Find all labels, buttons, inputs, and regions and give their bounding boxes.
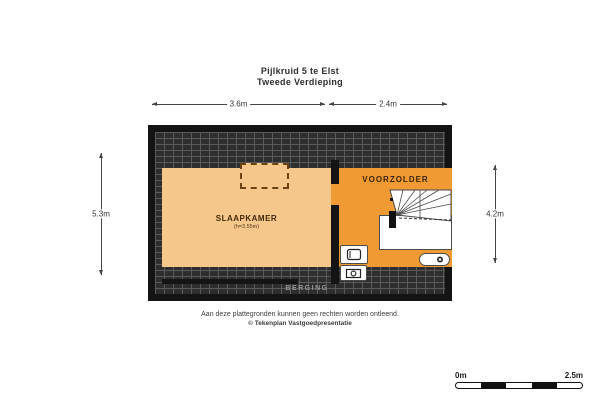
disclaimer-text: Aan deze plattegronden kunnen geen rechten worden ontleend. — [201, 311, 399, 318]
dividing-wall-lower — [331, 205, 339, 284]
dividing-wall-upper — [331, 160, 339, 184]
copyright-credit: © Tekenplan Vastgoedpresentatie — [248, 320, 352, 327]
dimension-left — [92, 153, 110, 275]
dormer-dashed-outline — [240, 163, 289, 189]
washing-machine-icon — [344, 268, 363, 279]
fan-icon — [422, 255, 447, 264]
scale-bar-ruler — [455, 382, 583, 389]
scale-bar-segment — [481, 383, 506, 388]
voorzolder-label: VOORZOLDER — [362, 175, 429, 184]
scale-bar — [455, 371, 583, 389]
dimension-right — [486, 165, 504, 263]
floorplan — [148, 125, 452, 301]
scale-bar-segment — [557, 383, 582, 388]
cv-boiler-icon — [344, 248, 364, 261]
dimension-label: 5.3m — [89, 209, 113, 218]
dimension-label: 3.6m — [227, 99, 251, 108]
dimension-top-right — [329, 98, 447, 110]
page-title: Pijlkruid 5 te Elst — [260, 66, 340, 76]
ventilation-unit — [419, 253, 450, 266]
room-name: SLAAPKAMER — [215, 214, 278, 223]
page-subtitle: Tweede Verdieping — [257, 77, 343, 87]
scale-end-label: 2.5m — [564, 371, 583, 380]
dimension-top-left — [152, 98, 325, 110]
slaapkamer-label — [162, 214, 331, 230]
scale-bar-segment — [506, 383, 531, 388]
door-opening — [331, 184, 339, 205]
berging-wall — [162, 279, 298, 284]
staircase — [375, 189, 452, 251]
cv-boiler-appliance — [340, 245, 368, 264]
scale-start-label: 0m — [455, 371, 467, 380]
attic-void-hatch — [155, 132, 445, 294]
dimension-label: 2.4m — [376, 99, 400, 108]
washing-machine-appliance — [340, 265, 367, 281]
dimension-label: 4.2m — [483, 209, 507, 218]
scale-bar-segment — [532, 383, 557, 388]
scale-bar-segment — [456, 383, 481, 388]
stair-newel-post — [389, 211, 396, 228]
room-height-note: (h=3.55m) — [233, 224, 260, 230]
berging-label: BERGING — [285, 285, 329, 292]
